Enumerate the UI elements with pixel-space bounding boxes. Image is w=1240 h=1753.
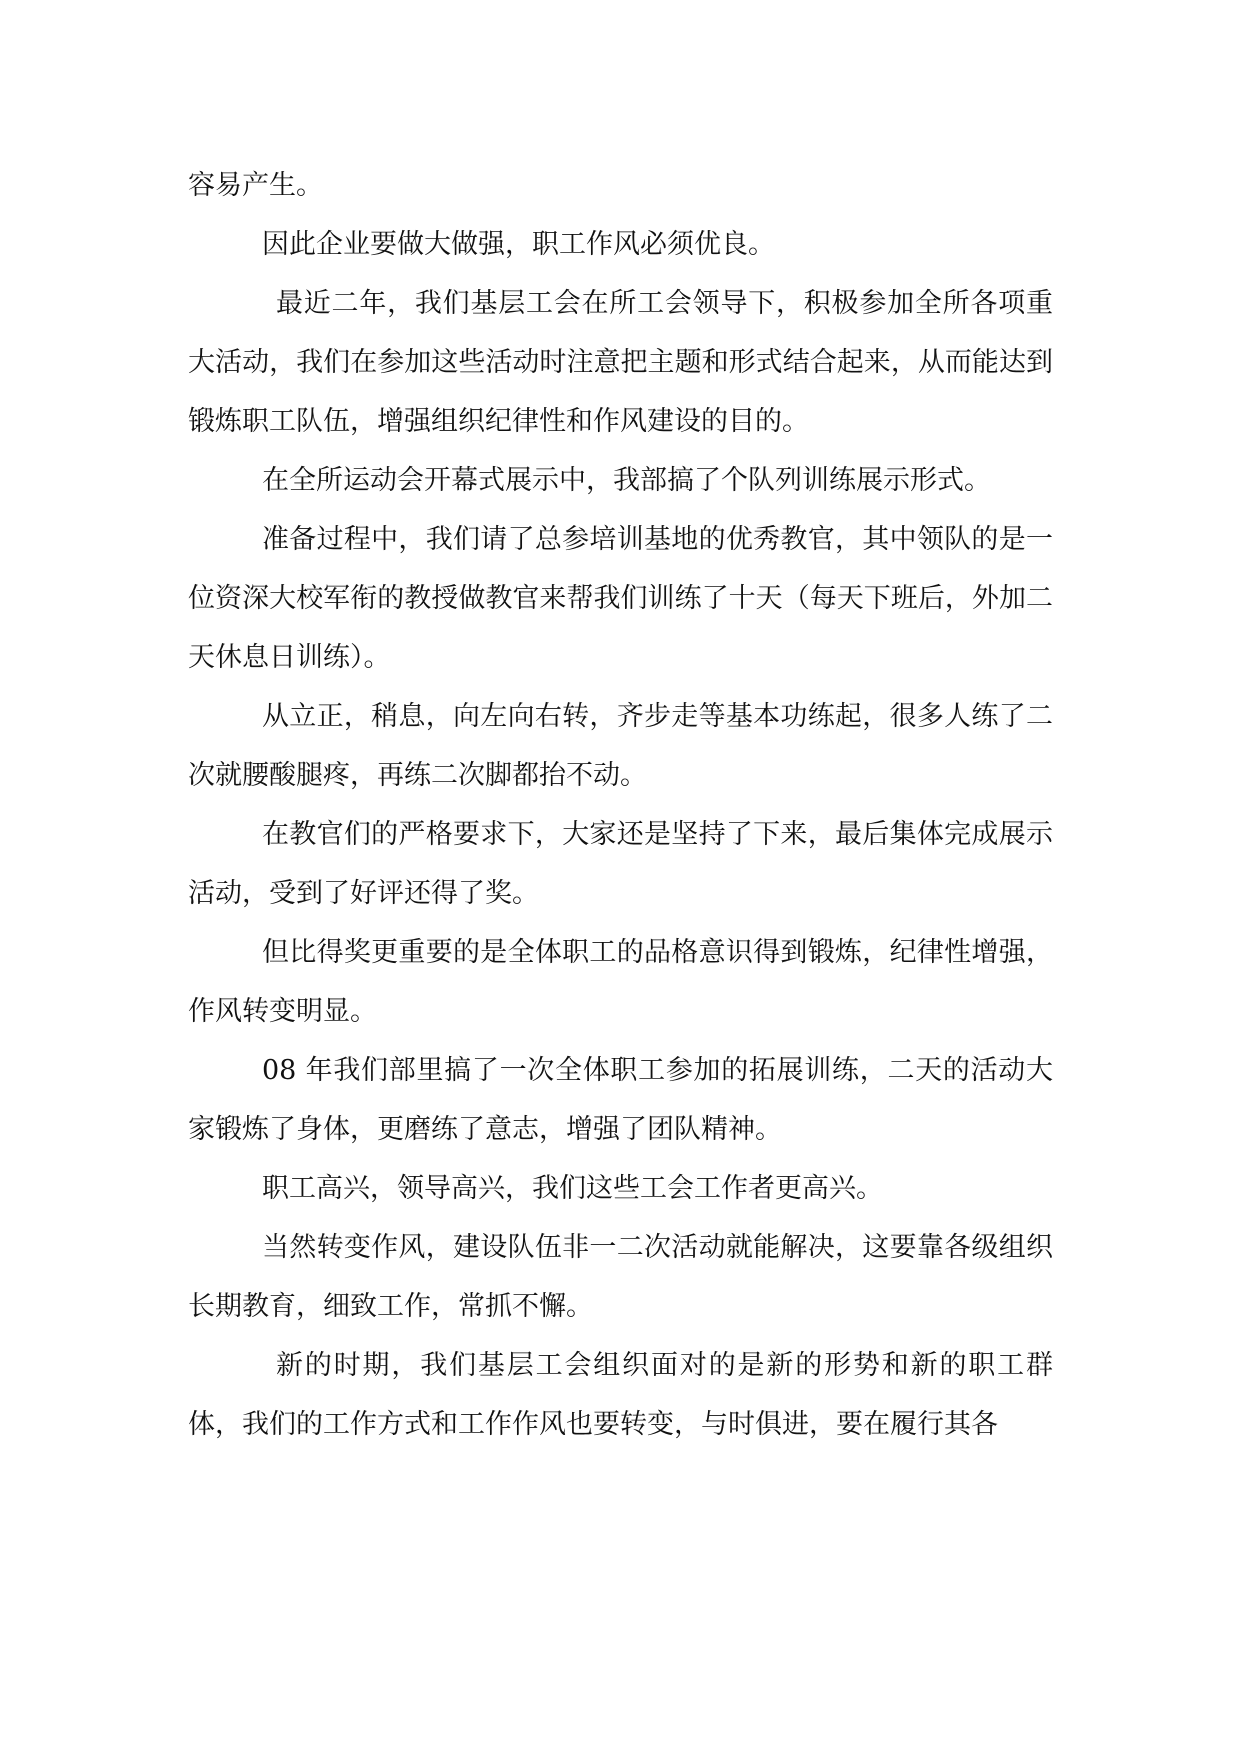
paragraph-4: 在全所运动会开幕式展示中，我部搞了个队列训练展示形式。	[262, 465, 991, 496]
paragraph-7: 在教官们的严格要求下，大家还是坚持了下来，最后集体完成展示活动，受到了好评还得了奖。	[188, 819, 1053, 909]
paragraph-5: 准备过程中，我们请了总参培训基地的优秀教官，其中领队的是一位资深大校军衔的教授做教官来帮我们训练了十天（每天下班后，外加二天休息日训练）。	[188, 524, 1053, 673]
paragraph-9: 08 年我们部里搞了一次全体职工参加的拓展训练，二天的活动大家锻炼了身体，更磨练了意志，增强了团队精神。	[188, 1055, 1053, 1145]
paragraph-8: 但比得奖更重要的是全体职工的品格意识得到锻炼，纪律性增强，作风转变明显。	[188, 937, 1053, 1027]
document-body	[188, 156, 1053, 1454]
paragraph-3: 最近二年，我们基层工会在所工会领导下，积极参加全所各项重大活动，我们在参加这些活动时注意把主题和形式结合起来，从而能达到锻炼职工队伍，增强组织纪律性和作风建设的目的。	[188, 288, 1053, 437]
paragraph-11: 当然转变作风，建设队伍非一二次活动就能解决，这要靠各级组织长期教育，细致工作，常抓不懈。	[188, 1232, 1053, 1322]
paragraph-1: 容易产生。	[188, 170, 323, 201]
paragraph-10: 职工高兴，领导高兴，我们这些工会工作者更高兴。	[262, 1173, 883, 1204]
paragraph-6: 从立正，稍息，向左向右转，齐步走等基本功练起，很多人练了二次就腰酸腿疼，再练二次脚都抬不动。	[188, 701, 1053, 791]
paragraph-12: 新的时期，我们基层工会组织面对的是新的形势和新的职工群体，我们的工作方式和工作作风也要转变，与时俱进，要在履行其各	[188, 1350, 1053, 1440]
paragraph-2: 因此企业要做大做强，职工作风必须优良。	[262, 229, 775, 260]
